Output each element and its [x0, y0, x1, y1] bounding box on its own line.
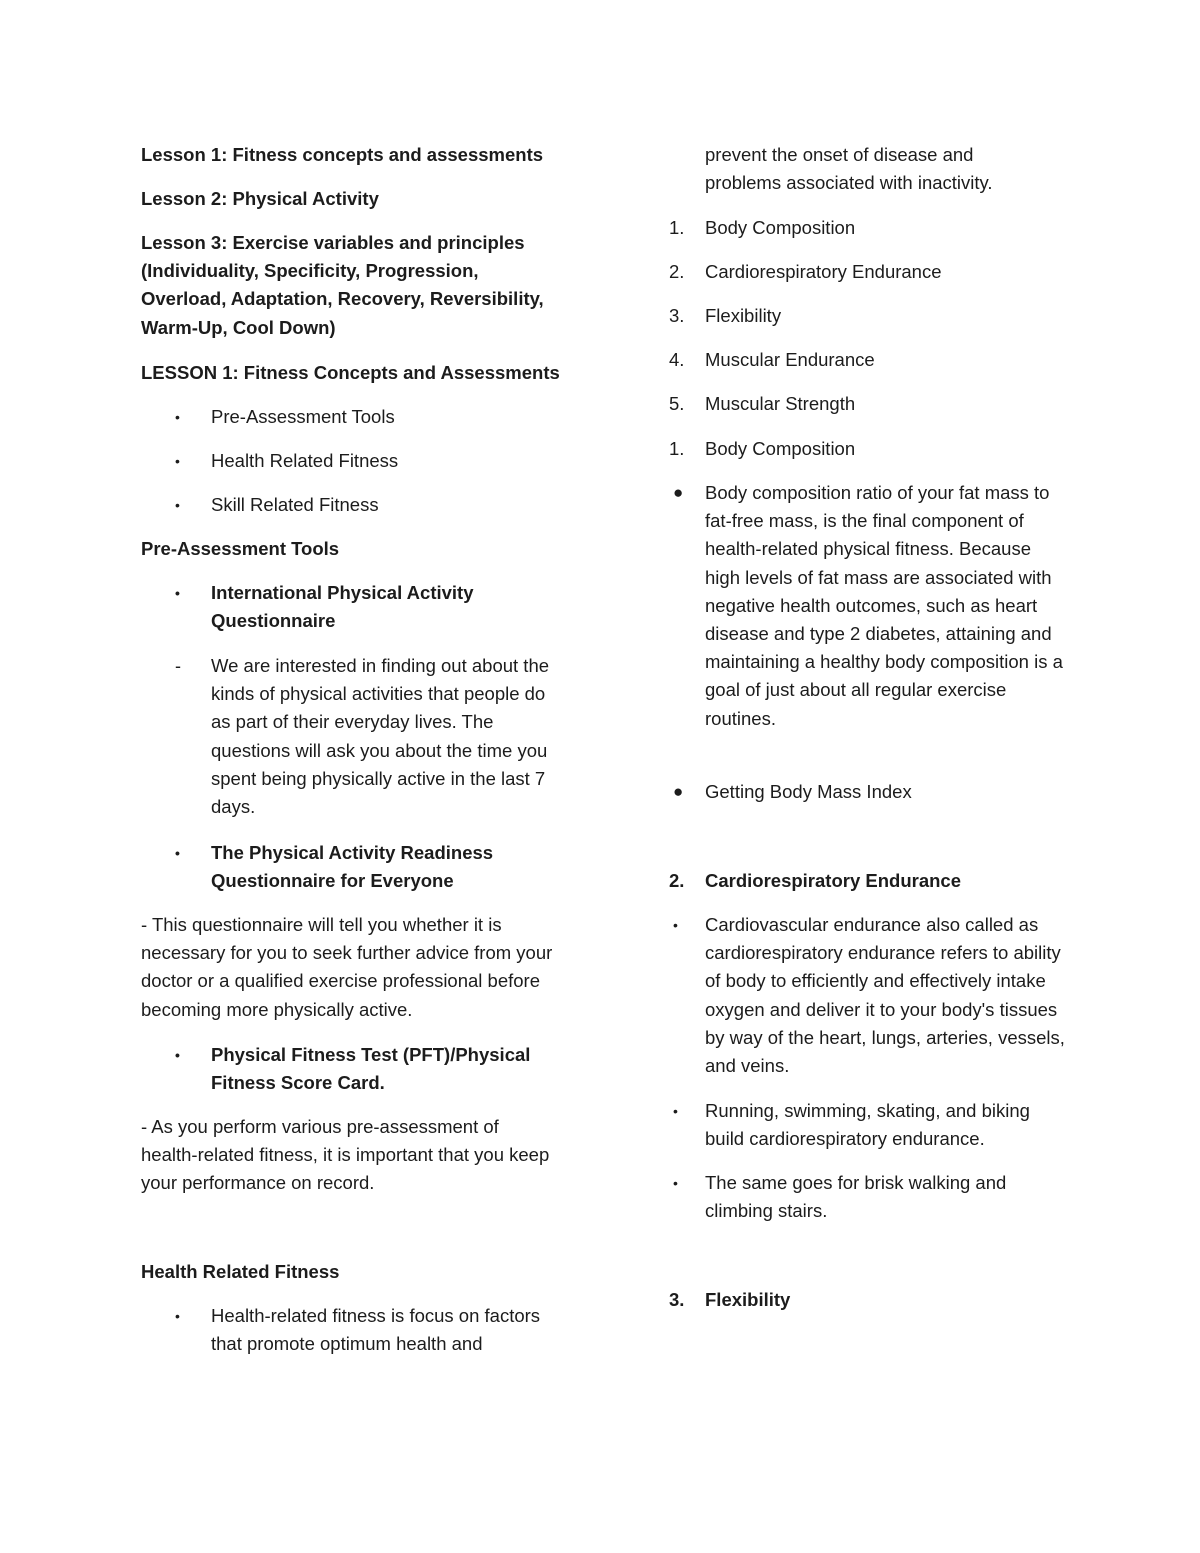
component-label: Flexibility [705, 305, 782, 326]
cardio-bullet1: Cardiovascular endurance also called as cardiorespiratory endurance refers to ability of body to efficiently and effectively intake oxygen and deliver it to your body's tissues by way of the heart, lungs, arteries, vessels, and veins. [705, 914, 1065, 1077]
component-number: 5. [669, 393, 685, 414]
component-number: 1. [669, 217, 685, 238]
component-item [669, 346, 1175, 374]
body-comp-bullet-item [673, 479, 1065, 733]
component-item [669, 302, 1175, 330]
pft-desc: - As you perform various pre-assessment of health-related fitness, it is important that you keep your performance on record. [141, 1116, 550, 1194]
cardio-bullet-item [673, 1169, 1045, 1225]
topic-label: Health Related Fitness [211, 450, 399, 471]
component-number: 2. [669, 261, 685, 282]
lesson1-heading: LESSON 1: Fitness Concepts and Assessments [141, 362, 560, 383]
topic-item [175, 403, 576, 431]
small-bullet-icon: • [175, 1047, 180, 1063]
body-comp-bullet1: Body composition ratio of your fat mass to fat-free mass, is the final component of health-related physical fitness. Because high levels of fat mass are associated with negative health outcomes, such as heart disease and type 2 diabetes, attaining and maintaining a healthy body composition is a goal of just about all regular exercise routines. [705, 482, 1063, 729]
continuation-text: prevent the onset of disease and problems associated with inactivity. [705, 144, 993, 194]
dash-marker: - [175, 656, 181, 676]
cardio-bullet-item [673, 911, 1065, 1080]
ipaq-title: International Physical Activity Questionnaire [211, 582, 474, 632]
hrf-bullet-item [175, 1302, 571, 1358]
filled-bullet-icon: ● [673, 483, 684, 502]
small-bullet-icon: • [175, 453, 180, 469]
lesson1-line: Lesson 1: Fitness concepts and assessments [141, 144, 544, 165]
component-label: Muscular Endurance [705, 349, 875, 370]
small-bullet-icon: • [175, 409, 180, 425]
small-bullet-icon: • [673, 1103, 678, 1119]
cardio-bullet2: Running, swimming, skating, and biking build cardiorespiratory endurance. [705, 1100, 1030, 1150]
lesson2-line: Lesson 2: Physical Activity [141, 188, 379, 209]
pft-item [175, 1041, 541, 1097]
component-item [669, 390, 1175, 418]
small-bullet-icon: • [175, 845, 180, 861]
parq-desc: - This questionnaire will tell you whether it is necessary for you to seek further advice from your doctor or a qualified exercise professional before becoming more physically active. [141, 914, 553, 1020]
cardio-heading: Cardiorespiratory Endurance [705, 870, 961, 891]
topic-label: Skill Related Fitness [211, 494, 379, 515]
component-item [669, 258, 1175, 286]
body-comp-bullet2: Getting Body Mass Index [705, 781, 912, 802]
topic-label: Pre-Assessment Tools [211, 406, 395, 427]
small-bullet-icon: • [175, 497, 180, 513]
pft-title: Physical Fitness Test (PFT)/Physical Fitness Score Card. [211, 1044, 531, 1094]
cardio-bullet-item [673, 1097, 1065, 1153]
hrf-heading: Health Related Fitness [141, 1261, 340, 1282]
lesson3-line: Lesson 3: Exercise variables and principles (Individuality, Specificity, Progression, Overload, Adaptation, Recovery, Reversibility, Warm-Up, Cool Down) [141, 232, 544, 338]
cardio-heading-item [669, 867, 1175, 895]
small-bullet-icon: • [175, 1308, 180, 1324]
small-bullet-icon: • [673, 917, 678, 933]
ipaq-item [175, 579, 511, 635]
body-comp-heading-item [669, 435, 1175, 463]
topic-item [175, 447, 576, 475]
ipaq-desc: We are interested in finding out about the kinds of physical activities that people do as part of their everyday lives. The questions will ask you about the time you spent being physically active in the last 7 days. [211, 655, 550, 818]
component-item [669, 214, 1175, 242]
section-number: 3. [669, 1289, 685, 1310]
topic-item [175, 491, 576, 519]
component-label: Cardiorespiratory Endurance [705, 261, 942, 282]
body-comp-bullet-item [673, 778, 1065, 806]
section-number: 1. [669, 438, 685, 459]
component-number: 3. [669, 305, 685, 326]
body-comp-heading: Body Composition [705, 438, 856, 459]
filled-bullet-icon: ● [673, 782, 684, 801]
ipaq-desc-item [175, 652, 556, 821]
parq-title: The Physical Activity Readiness Questionnaire for Everyone [211, 842, 494, 892]
cardio-bullet3: The same goes for brisk walking and climbing stairs. [705, 1172, 1007, 1222]
small-bullet-icon: • [175, 585, 180, 601]
component-label: Muscular Strength [705, 393, 856, 414]
component-label: Body Composition [705, 217, 856, 238]
preassessment-heading: Pre-Assessment Tools [141, 538, 340, 559]
flex-heading-item [669, 1286, 1175, 1314]
hrf-bullet: Health-related fitness is focus on factors that promote optimum health and [211, 1305, 541, 1355]
parq-item [175, 839, 521, 895]
component-number: 4. [669, 349, 685, 370]
small-bullet-icon: • [673, 1175, 678, 1191]
flex-heading: Flexibility [705, 1289, 791, 1310]
section-number: 2. [669, 870, 685, 891]
